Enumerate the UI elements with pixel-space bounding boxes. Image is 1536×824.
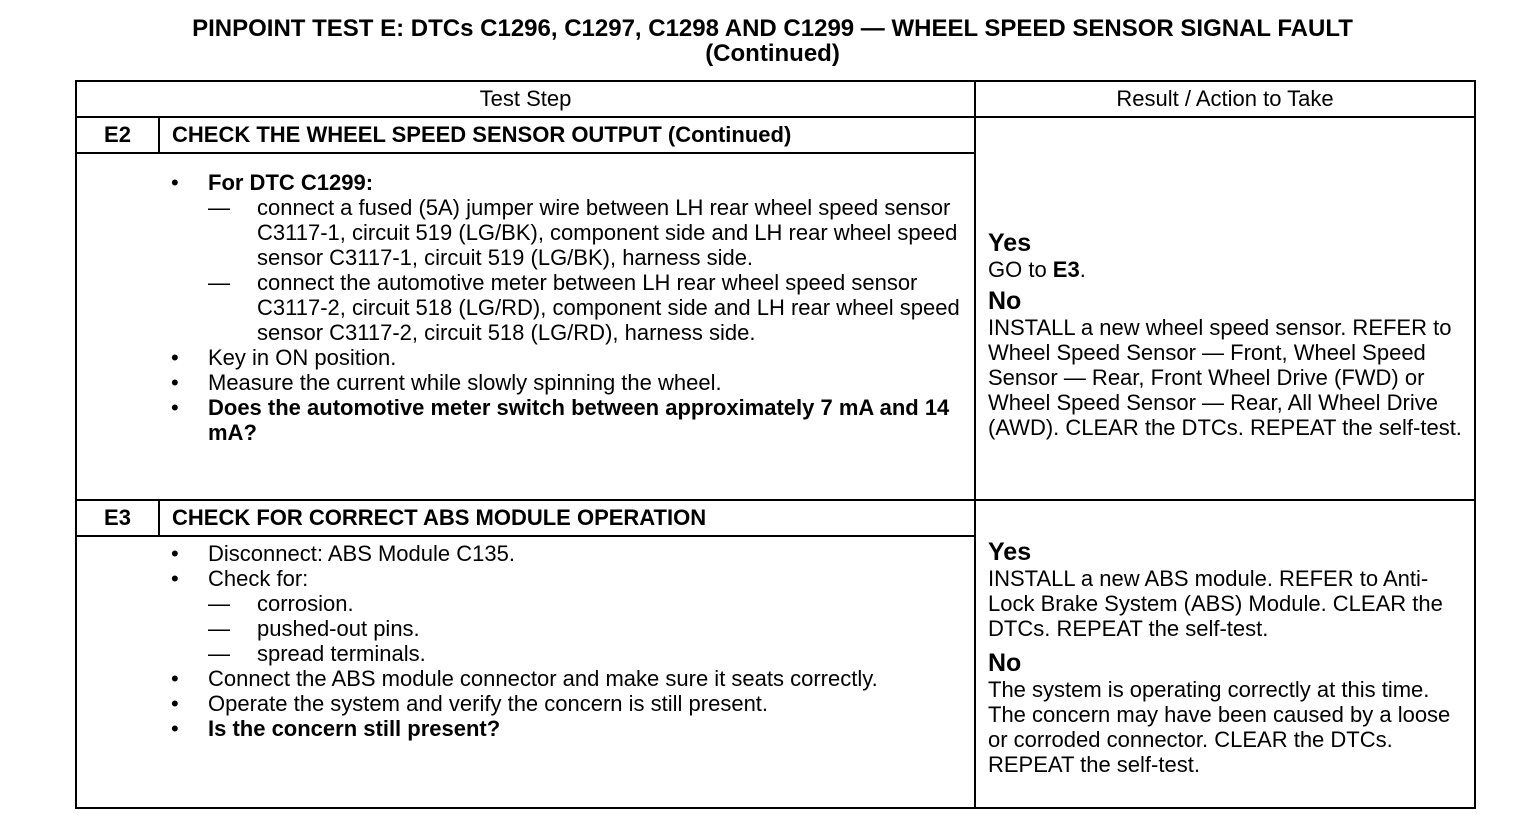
e3-substep-text: spread terminals. bbox=[257, 641, 426, 666]
dash-icon: — bbox=[208, 641, 230, 666]
e2-id-divider bbox=[158, 116, 160, 154]
e2-step-item bbox=[171, 370, 961, 395]
e2-yes-target: E3 bbox=[1052, 257, 1080, 282]
e2-no-label: No bbox=[988, 287, 1022, 315]
e3-step-item bbox=[171, 541, 961, 566]
e2-yes-prefix: GO to bbox=[988, 257, 1053, 282]
bullet-icon: • bbox=[171, 345, 179, 370]
e3-step-instructions bbox=[171, 541, 961, 741]
e3-substep-text: corrosion. bbox=[257, 591, 354, 616]
page-title-line2: (Continued) bbox=[705, 40, 840, 67]
bullet-icon: • bbox=[171, 170, 179, 195]
dash-icon: — bbox=[208, 591, 230, 616]
header-test-step: Test Step bbox=[479, 86, 572, 111]
e2-step-id: E2 bbox=[104, 122, 131, 147]
e2-step-item bbox=[171, 345, 961, 370]
dash-icon: — bbox=[208, 270, 230, 295]
bullet-icon: • bbox=[171, 666, 179, 691]
e3-step-question: Is the concern still present? bbox=[208, 716, 501, 741]
e3-no-label: No bbox=[988, 649, 1022, 677]
e2-result bbox=[988, 230, 1468, 440]
e3-yes-action: INSTALL a new ABS module. REFER to Anti-Lock Brake System (ABS) Module. CLEAR the DTCs. REPEAT the self-test. bbox=[988, 566, 1443, 641]
e3-step-text: Check for: bbox=[208, 566, 309, 591]
e3-substep bbox=[208, 641, 961, 666]
e2-heading-divider bbox=[75, 152, 976, 154]
e2-substep bbox=[208, 195, 961, 270]
e2-step-heading: CHECK THE WHEEL SPEED SENSOR OUTPUT (Continued) bbox=[172, 122, 792, 147]
e3-substep-text: pushed-out pins. bbox=[257, 616, 420, 641]
e3-step-text: Operate the system and verify the concern is still present. bbox=[208, 691, 769, 716]
bullet-icon: • bbox=[171, 566, 179, 591]
header-divider bbox=[75, 116, 1476, 118]
e3-result bbox=[988, 539, 1468, 777]
bullet-icon: • bbox=[171, 691, 179, 716]
e2-yes-label: Yes bbox=[988, 229, 1032, 257]
e2-step-item bbox=[171, 170, 961, 345]
e2-substep-text: connect a fused (5A) jumper wire between LH rear wheel speed sensor C3117-1, circuit 519 (LG/BK), component side and LH rear wheel speed sensor C3117-1, circuit 519 (LG/BK), harness side. bbox=[257, 195, 958, 270]
e3-step-heading: CHECK FOR CORRECT ABS MODULE OPERATION bbox=[172, 505, 707, 530]
e3-step-item bbox=[171, 691, 961, 716]
e2-substep-text: connect the automotive meter between LH rear wheel speed sensor C3117-2, circuit 518 (LG/RD), component side and LH rear wheel speed sensor C3117-2, circuit 518 (LG/RD), harness side. bbox=[257, 270, 960, 345]
e3-heading-divider bbox=[75, 535, 976, 537]
bullet-icon: • bbox=[171, 370, 179, 395]
bullet-icon: • bbox=[171, 395, 179, 420]
e3-step-item bbox=[171, 666, 961, 691]
e2-step-item bbox=[171, 395, 961, 445]
e2-step-question: Does the automotive meter switch between approximately 7 mA and 14 mA? bbox=[208, 395, 950, 445]
e3-step-text: Connect the ABS module connector and make sure it seats correctly. bbox=[208, 666, 878, 691]
e3-step-id: E3 bbox=[104, 505, 131, 530]
dash-icon: — bbox=[208, 616, 230, 641]
column-divider bbox=[974, 80, 976, 809]
e2-yes-action bbox=[988, 257, 1468, 282]
page-title bbox=[60, 16, 1485, 66]
e3-step-text: Disconnect: ABS Module C135. bbox=[208, 541, 515, 566]
dash-icon: — bbox=[208, 195, 230, 220]
e3-no-action: The system is operating correctly at this time. The concern may have been caused by a loose or corroded connector. CLEAR the DTCs. REPEAT the self-test. bbox=[988, 677, 1451, 777]
e2-e3-divider bbox=[75, 499, 1476, 501]
e3-id-divider bbox=[158, 499, 160, 537]
e2-yes-suffix: . bbox=[1079, 257, 1086, 282]
e2-substep bbox=[208, 270, 961, 345]
e2-no-action: INSTALL a new wheel speed sensor. REFER to Wheel Speed Sensor — Front, Wheel Speed Sensor — Rear, Front Wheel Drive (FWD) or Wheel Speed Sensor — Rear, All Wheel Drive (AWD). CLEAR the DTCs. REPEAT the self-test. bbox=[988, 315, 1462, 440]
e3-yes-label: Yes bbox=[988, 538, 1032, 566]
e2-step-text: Measure the current while slowly spinning the wheel. bbox=[208, 370, 722, 395]
e3-step-item bbox=[171, 566, 961, 666]
e2-step-instructions bbox=[171, 170, 961, 445]
e3-substep bbox=[208, 616, 961, 641]
page-title-line1: PINPOINT TEST E: DTCs C1296, C1297, C1298 AND C1299 — WHEEL SPEED SENSOR SIGNAL FAULT bbox=[192, 15, 1353, 42]
e2-step-text: Key in ON position. bbox=[208, 345, 397, 370]
e3-substep bbox=[208, 591, 961, 616]
e3-step-item bbox=[171, 716, 961, 741]
header-result-action: Result / Action to Take bbox=[1116, 86, 1334, 111]
bullet-icon: • bbox=[171, 716, 179, 741]
e2-step1-title: For DTC C1299: bbox=[208, 170, 374, 195]
bullet-icon: • bbox=[171, 541, 179, 566]
